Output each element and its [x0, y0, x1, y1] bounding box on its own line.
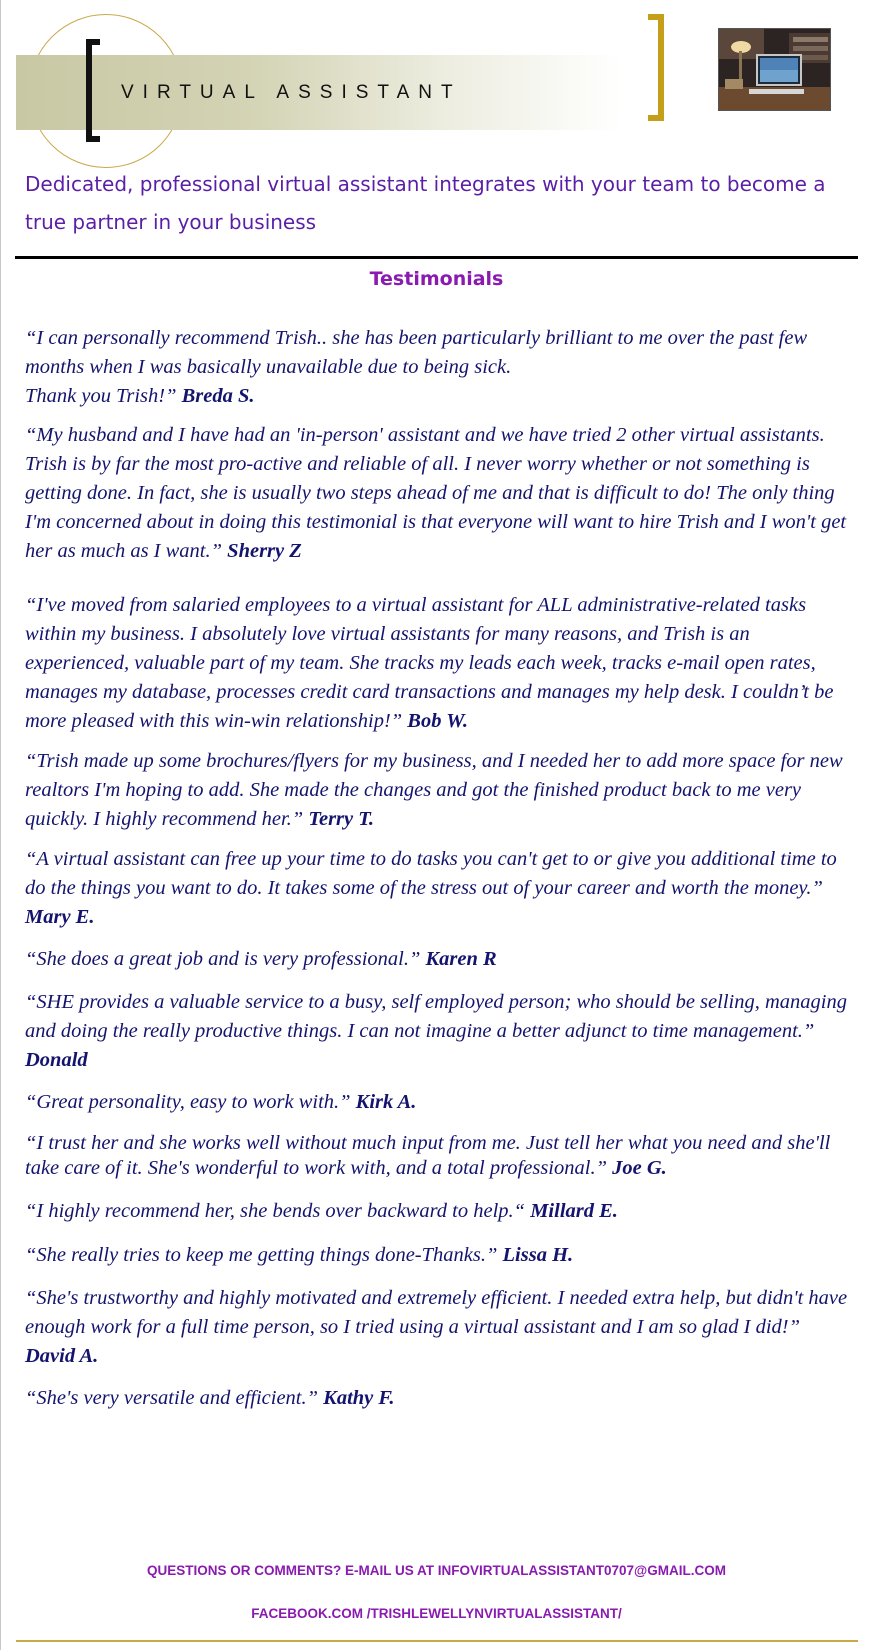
- testimonial-quote: “SHE provides a valuable service to a busy, self employed person; who should be selling, managing and doing the really productive things. I can not imagine a better adjunct to time management.”: [25, 991, 847, 1042]
- testimonial-item: [25, 945, 855, 974]
- testimonial-item: [25, 421, 855, 566]
- tagline: Dedicated, professional virtual assistant integrates with your team to become a true partner in your business: [25, 172, 826, 234]
- testimonial-quote: “I can personally recommend Trish.. she has been particularly brilliant to me over the past few months when I was basically unavailable due to being sick.: [25, 327, 808, 378]
- testimonial-author: Lissa H.: [502, 1244, 574, 1266]
- testimonial-author: Joe G.: [612, 1157, 667, 1179]
- testimonial-quote: “She's trustworthy and highly motivated and extremely efficient. I needed extra help, but didn't have enough work for a full time person, so I tried using a virtual assistant and I am so glad I did!”: [25, 1287, 848, 1338]
- testimonial-author: Sherry Z: [227, 540, 302, 562]
- testimonial-quote: “She does a great job and is very professional.”: [25, 948, 426, 970]
- testimonial-author: Kirk A.: [355, 1091, 417, 1113]
- office-desk-photo: [718, 28, 831, 111]
- testimonial-author: Karen R: [425, 948, 497, 970]
- testimonial-item: [25, 1384, 855, 1413]
- testimonial-quote-line: Thank you Trish!”: [25, 385, 182, 407]
- footer-divider: [16, 1640, 858, 1642]
- header-divider: [15, 256, 858, 259]
- testimonial-author: Terry T.: [308, 808, 375, 830]
- testimonial-quote: “Great personality, easy to work with.”: [25, 1091, 356, 1113]
- testimonial-author: Millard E.: [530, 1200, 618, 1222]
- testimonial-item: [25, 1241, 855, 1270]
- testimonial-item: [25, 1088, 855, 1117]
- testimonial-author: Mary E.: [25, 906, 95, 928]
- testimonial-quote: “I trust her and she works well without much input from me. Just tell her what you need and she'll take care of it. She's wonderful to work with, and a total professional.”: [25, 1132, 831, 1179]
- testimonial-quote: “I've moved from salaried employees to a virtual assistant for ALL administrative-related tasks within my business. I absolutely love virtual assistants for many reasons, and Trish is an experienced, valuable part of my team. She tracks my leads each week, tracks e-mail open rates, manages my database, processes credit card transactions and manages my help desk. I couldn’t be more pleased with this win-win relationship!”: [25, 594, 834, 732]
- testimonial-quote: “My husband and I have had an 'in-person' assistant and we have tried 2 other virtual assistants. Trish is by far the most pro-active and reliable of all. I never worry whether or not something is getting done. In fact, she is usually two steps ahead of me and that is difficult to do! The only thing I'm concerned about in doing this testimonial is that everyone will want to hire Trish and I won't get her as much as I want.”: [25, 424, 847, 562]
- testimonial-quote: “I highly recommend her, she bends over backward to help.“: [25, 1200, 531, 1222]
- testimonial-quote: “Trish made up some brochures/flyers for my business, and I needed her to add more space for new realtors I'm hoping to add. She made the changes and got the finished product back to me very quickly. I highly recommend her.”: [25, 750, 843, 830]
- testimonial-item: [25, 1284, 855, 1371]
- testimonial-author: Bob W.: [407, 710, 469, 732]
- testimonial-quote: “A virtual assistant can free up your time to do tasks you can't get to or give you additional time to do the things you want to do. It takes some of the stress out of your career and worth the money.”: [25, 848, 837, 899]
- testimonial-item: [25, 1131, 855, 1181]
- facebook-link[interactable]: FACEBOOK.COM /TRISHLEWELLYNVIRTUALASSISTANT/: [251, 1606, 622, 1621]
- testimonial-item: [25, 845, 855, 932]
- testimonial-item: [25, 324, 855, 411]
- testimonial-author: David A.: [25, 1345, 99, 1367]
- testimonial-quote: “She really tries to keep me getting things done-Thanks.”: [25, 1244, 503, 1266]
- page-border: [0, 0, 1, 1650]
- office-desk-photo-graphic: [719, 29, 831, 111]
- testimonial-author: Donald: [25, 1049, 88, 1071]
- contact-email-line[interactable]: QUESTIONS OR COMMENTS? E-MAIL US AT INFOVIRTUALASSISTANT0707@GMAIL.COM: [147, 1563, 726, 1578]
- section-heading: Testimonials: [369, 268, 504, 290]
- page-title: VIRTUAL ASSISTANT: [121, 82, 462, 103]
- right-bracket-decoration: [648, 14, 664, 121]
- testimonial-author: Breda S.: [181, 385, 255, 407]
- testimonial-item: [25, 747, 855, 834]
- testimonial-item: [25, 591, 855, 736]
- testimonial-item: [25, 1197, 855, 1226]
- testimonial-author: Kathy F.: [323, 1387, 395, 1409]
- testimonial-item: [25, 988, 855, 1075]
- left-bracket-decoration: [86, 39, 100, 142]
- testimonial-quote: “She's very versatile and efficient.”: [25, 1387, 324, 1409]
- testimonial-list: [25, 324, 855, 1413]
